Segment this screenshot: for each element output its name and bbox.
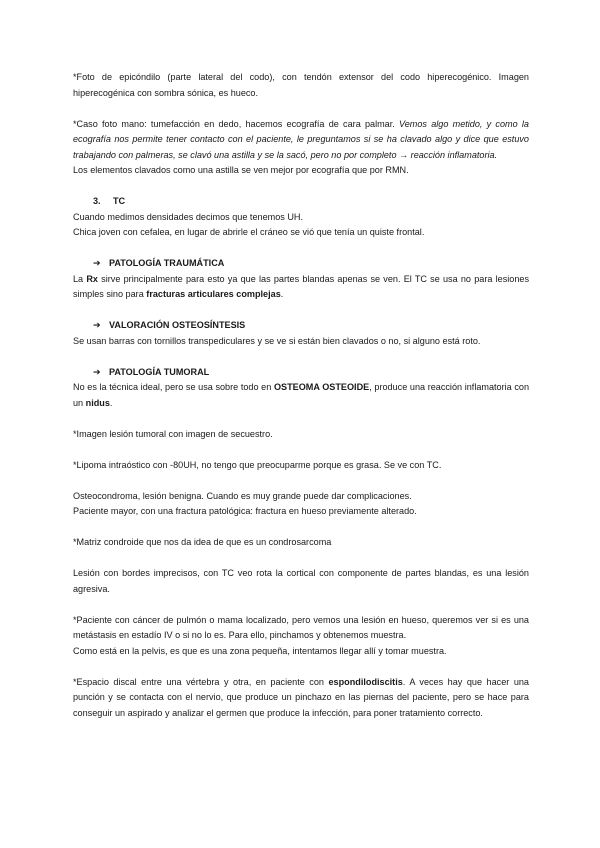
heading-valoracion-osteosintesis (73, 318, 529, 334)
rx-bold: Rx (86, 273, 98, 284)
osteoma-bold: OSTEOMA OSTEOIDE (273, 382, 370, 392)
espondilo-bold: espondilodiscitis (328, 676, 403, 687)
paragraph-astilla: Los elementos clavados como una astilla se ven mejor por ecografía que por RMN. (73, 165, 409, 175)
paragraph-lesion-agresiva: Lesión con bordes imprecisos, con TC veo rota la cortical con componente de partes blandas, es una lesión agresiva. (73, 568, 529, 594)
heading-tc-number: 3. (93, 196, 101, 206)
paragraph-fractura-patologica: Paciente mayor, con una fractura patológica: fractura en hueso previamente alterado. (73, 506, 417, 516)
paragraph-rx (73, 272, 529, 303)
document-page (73, 70, 529, 721)
heading-tc (73, 194, 529, 210)
espondilo-text-b: . A veces hay que hacer una punción y se contacta con el nervio, que produce un pinchazo en las piernas del paciente, pero se hace para conseguir un aspirado y analizar el germen que produce la infección, para poner tratamiento correcto. (73, 676, 529, 718)
paragraph-barras: Se usan barras con tornillos transpediculares y se ve si están bien clavados o no, si alguno está roto. (73, 335, 481, 346)
paragraph-metastasis: *Paciente con cáncer de pulmón o mama localizado, pero vemos una lesión en hueso, queremos ver si es una metástasis en estadío IV o si no lo es. Para ello, pinchamos y obtenemos muestra. (73, 614, 529, 640)
paragraph-osteoma (73, 380, 529, 411)
arrow-icon: ➔ (93, 258, 101, 268)
paragraph-pelvis: Como está en la pelvis, es que es una zona pequeña, intentamos llegar allí y tomar muestra. (73, 645, 447, 656)
espondilo-text-a: *Espacio discal entre una vértebra y otra, en paciente con (73, 676, 329, 687)
rx-text-c: . (280, 289, 284, 299)
caso-mano-intro: *Caso foto mano: tumefacción en dedo, hacemos ecografía de cara palmar. (73, 118, 400, 129)
paragraph-secuestro: *Imagen lesión tumoral con imagen de secuestro. (73, 428, 273, 439)
rx-fracturas-bold: fracturas articulares complejas (146, 289, 281, 299)
osteoma-text-b: , produce una reacción inflamatoria con un (73, 382, 530, 408)
paragraph-caso-mano (73, 117, 529, 164)
nidus-bold: nidus (85, 397, 110, 408)
paragraph-epicondilo: *Foto de epicóndilo (parte lateral del codo), con tendón extensor del codo hiperecogénico. Imagen hiperecogénica con sombra sónica, es hueco. (73, 72, 529, 98)
paragraph-uh: Cuando medimos densidades decimos que tenemos UH. (73, 211, 303, 222)
osteoma-text-c: . (109, 397, 113, 408)
heading-patologia-traumatica (73, 256, 529, 272)
paragraph-lipoma: *Lipoma intraóstico con -80UH, no tengo que preocuparme porque es grasa. Se ve con TC. (73, 459, 442, 470)
heading-patologia-tumoral (73, 365, 529, 381)
osteoma-text-a: No es la técnica ideal, pero se usa sobre todo en (73, 382, 274, 392)
heading-tumor-label: PATOLOGÍA TUMORAL (109, 366, 210, 377)
paragraph-osteocondroma: Osteocondroma, lesión benigna. Cuando es muy grande puede dar complicaciones. (73, 490, 412, 501)
heading-osteo-label: VALORACIÓN OSTEOSÍNTESIS (109, 320, 246, 330)
heading-tc-label: TC (113, 196, 126, 206)
rx-text-b: sirve principalmente para esto ya que las partes blandas apenas se ven. El TC se usa no para lesiones simples sino para (73, 273, 529, 299)
caso-mano-italic: Vemos algo metido, y como la ecografía nos permite tener contacto con el paciente, le preguntamos si se ha clavado algo y dice que estuvo trabajando con palmeras, se clavó una astilla y se la sacó, pero no por completo → reacción inflamatoria. (73, 118, 529, 160)
rx-text-a: La (73, 273, 87, 284)
arrow-icon: ➔ (93, 366, 101, 377)
paragraph-cefalea: Chica joven con cefalea, en lugar de abrirle el cráneo se vió que tenía un quiste frontal. (73, 227, 425, 237)
arrow-icon: ➔ (93, 320, 101, 330)
paragraph-matriz-condroide: *Matriz condroide que nos da idea de que es un condrosarcoma (73, 537, 332, 547)
paragraph-espondilodiscitis (73, 675, 529, 722)
heading-trauma-label: PATOLOGÍA TRAUMÁTICA (109, 258, 225, 268)
